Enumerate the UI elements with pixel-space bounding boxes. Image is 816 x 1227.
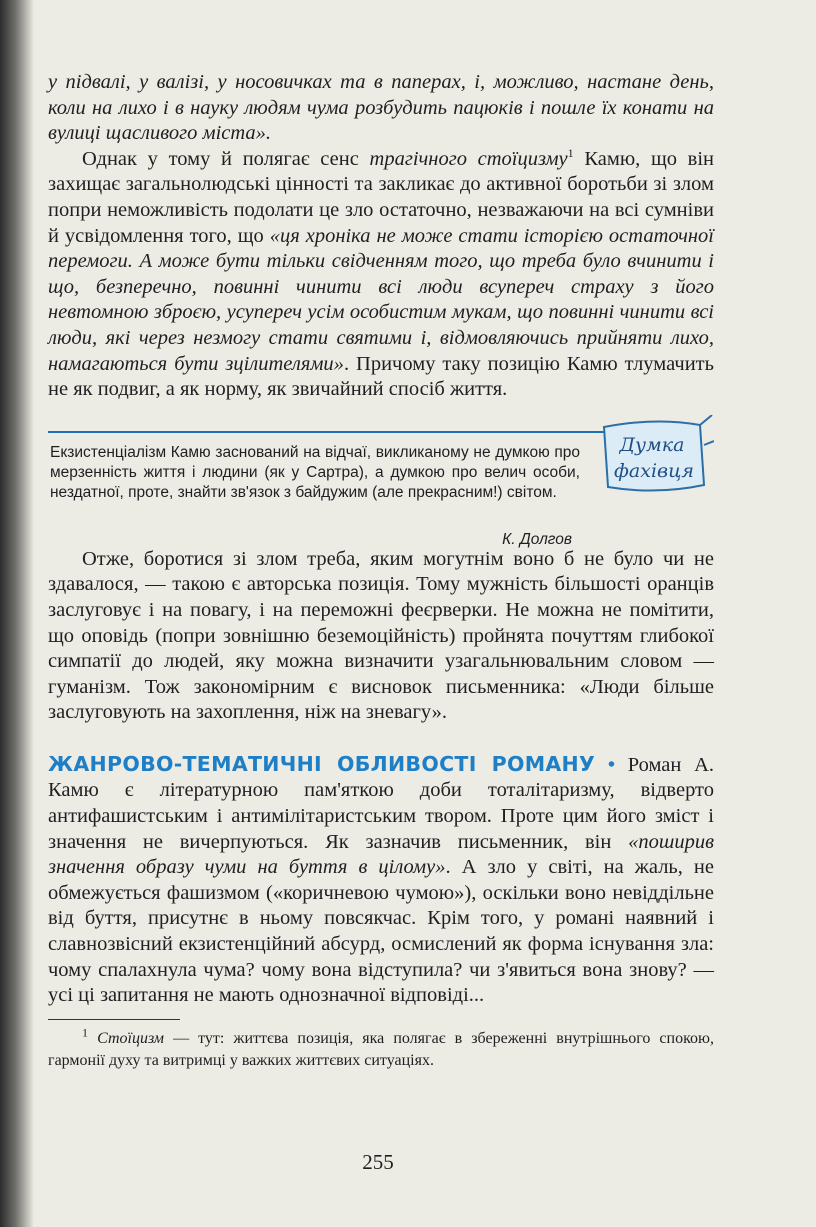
footnote-ref[interactable]: 1	[567, 145, 574, 160]
badge-line-2: фахівця	[614, 459, 694, 482]
text-run: Камю, що він захищає загальнолюдські цінності та закликає до активної боротьби зі злом попри неможливість подолати це зло остаточно, незважаючи на всі сумніви й усвідомлення того, що	[48, 147, 715, 247]
text-run: . А зло у світі, на жаль, не обмежується фашизмом («коричневою чумою»), оскільки воно невіддільне від буття, присутнє в ньому повсякчас. Крім того, у романі наявний і славнозвісний екзистенційний абсурд, осмислений як форма існування зла: чому спалахнула чума? чому вона відступила? чи з'явиться вона знову? — усі ці запитання не мають однозначної відповіді...	[48, 856, 715, 1007]
text-run: . Причому таку позицію Камю тлумачить не як подвиг, а як норму, як звичайний спосіб життя.	[48, 352, 714, 401]
badge-line-1: Думка	[619, 433, 685, 456]
paragraph-genre-section	[48, 752, 714, 1009]
callout-divider	[48, 431, 608, 433]
text-run: Однак у тому й полягає сенс	[82, 147, 370, 170]
footnote-term: Стоїцизм	[97, 1029, 165, 1047]
callout-quote: Екзистенціалізм Камю заснований на відчаї, викликаному не думкою про мерзенність життя і людини (як у Сартра), а думкою про велич особи, нездатної, проте, знайти зв'язок з байдужим (але прекрасним!) світом.	[50, 443, 580, 501]
bullet-icon: •	[607, 753, 616, 776]
paragraph-stoicism	[48, 147, 714, 403]
book-spine-shadow	[0, 0, 34, 1227]
writer-quote: «поширив значення образу чуми на буття в цілому»	[48, 830, 714, 879]
chronicle-quote: «ця хроніка не може стати історією остаточної перемоги. А може бути тільки свідченням того, що треба було вчинити і що, безперечно, повинні чинити всі люди всупереч страху з його невтомною зброєю, усупереч усім особистим мукам, що повинні чинити всі люди, які через незмогу стати святими і, відмовляючись прийняти лихо, намагаються бути зцілителями»	[48, 224, 715, 375]
callout-author: К. Долгов	[502, 530, 572, 548]
text-run: Роман А. Камю є літературною пам'яткою доби тоталітаризму, відверто антифашистським і антимілітаристським твором. Проте цим його зміст і значення не вичерпуються. Як зазначив письменник, він	[48, 753, 714, 853]
paragraph-author-position: Отже, боротися зі злом треба, яким могутнім воно б не було чи не здавалося, — такою є авторська позиція. Тому мужність більшості оранців заслуговує і на повагу, і на переможні феєрверки. Не можна не помітити, що оповідь (попри зовнішню беземоційність) пройнята почуттям глибокої симпатії до людей, яку можна визначити узагальнювальним словом — гуманізм. Тож закономірним є висновок письменника: «Люди більше заслуговують на захоплення, ніж на зневагу».	[48, 547, 714, 724]
footnote	[48, 1025, 714, 1072]
page-content	[48, 70, 714, 1072]
footnote-number: 1	[82, 1025, 88, 1040]
expert-opinion-badge-icon	[596, 415, 714, 497]
footnote-text: — тут: життєва позиція, яка полягає в збереженні внутрішнього спокою, гармонії духу та витримці у важких життєвих ситуаціях.	[48, 1029, 714, 1069]
section-heading: ЖАНРОВО-ТЕМАТИЧНІ ОБЛИВОСТІ РОМАНУ	[48, 751, 596, 776]
footnote-rule	[48, 1019, 180, 1020]
paragraph-quote-continuation: у підвалі, у валізі, у носовичках та в паперах, і, можливо, настане день, коли на лихо і в науку людям чума розбудить пацюків і пошле їх конати на вулиці щасливого міста».	[48, 71, 714, 145]
expert-opinion-callout	[48, 425, 714, 547]
term-tragic-stoicism: трагічного стоїцизму	[369, 147, 568, 170]
page-number: 255	[362, 1150, 394, 1174]
